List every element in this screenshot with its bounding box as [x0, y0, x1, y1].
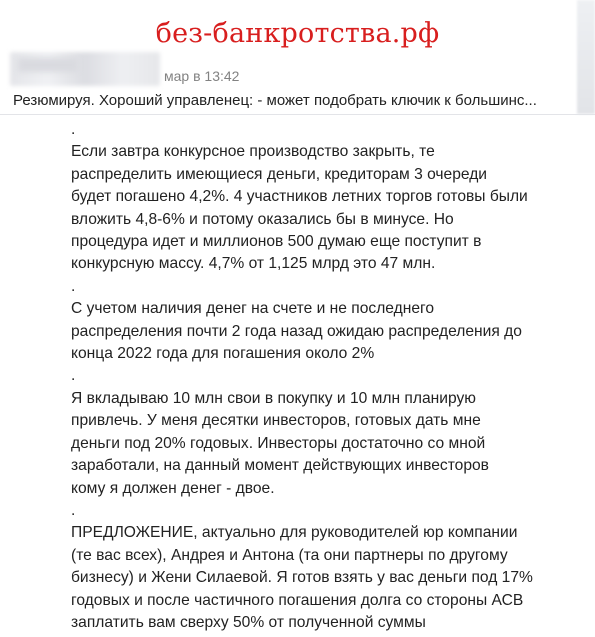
message-line: .	[71, 277, 76, 295]
message-line: заплатить вам сверху 50% от полученной суммы	[71, 613, 426, 631]
message-line: (те вас всех), Андрея и Антона (та они партнеры по другому	[71, 546, 508, 564]
message-line: вложить 4,8-6% и потому оказались бы в минусе. Но	[71, 210, 454, 228]
post-header	[0, 0, 595, 115]
message-line: конкурсную массу. 4,7% от 1,125 млрд это 47 млн.	[71, 255, 436, 273]
post-preview[interactable]: Резюмируя. Хороший управленец: - может подобрать ключик к большинс...	[13, 92, 537, 109]
message-line: заработали, на данный момент действующих инвесторов	[71, 457, 489, 475]
message-line: деньги под 20% годовых. Инвесторы достаточно со мной	[71, 434, 486, 452]
message-line: Если завтра конкурсное производство закрыть, те	[71, 143, 435, 161]
message-line: распределения почти 2 года назад ожидаю распределения до	[71, 322, 522, 340]
message-line: бизнесу) и Жени Силаевой. Я готов взять у вас деньги под 17%	[71, 569, 533, 587]
post-timestamp[interactable]: мар в 13:42	[164, 68, 240, 84]
message-line: распределить имеющиеся деньги, кредиторам 3 очереди	[71, 165, 488, 183]
author-name-blurred-detail	[18, 58, 78, 72]
message-line: Я вкладываю 10 млн свои в покупку и 10 млн планирую	[71, 389, 476, 407]
message-line: ПРЕДЛОЖЕНИЕ, актуально для руководителей юр компании	[71, 524, 518, 542]
message-body	[71, 119, 586, 634]
message-line: .	[71, 121, 76, 138]
message-line: С учетом наличия денег на счете и не последнего	[71, 300, 435, 318]
message-line: конца 2022 года для погашения около 2%	[71, 345, 375, 363]
message-line: будет погашено 4,2%. 4 участников летних торгов готовы были	[71, 188, 528, 206]
message-line: .	[71, 501, 76, 519]
message-line: процедура идет и миллионов 500 думаю еще поступит в	[71, 233, 482, 251]
message-line: кому я должен денег - двое.	[71, 479, 275, 497]
watermark: без-банкротства.рф	[155, 18, 440, 49]
message-line: привлечь. У меня десятки инвесторов, готовых дать мне	[71, 412, 481, 430]
message-line: .	[71, 367, 76, 385]
message-line: годовых и после частичного погашения долга со стороны АСВ	[71, 591, 524, 609]
